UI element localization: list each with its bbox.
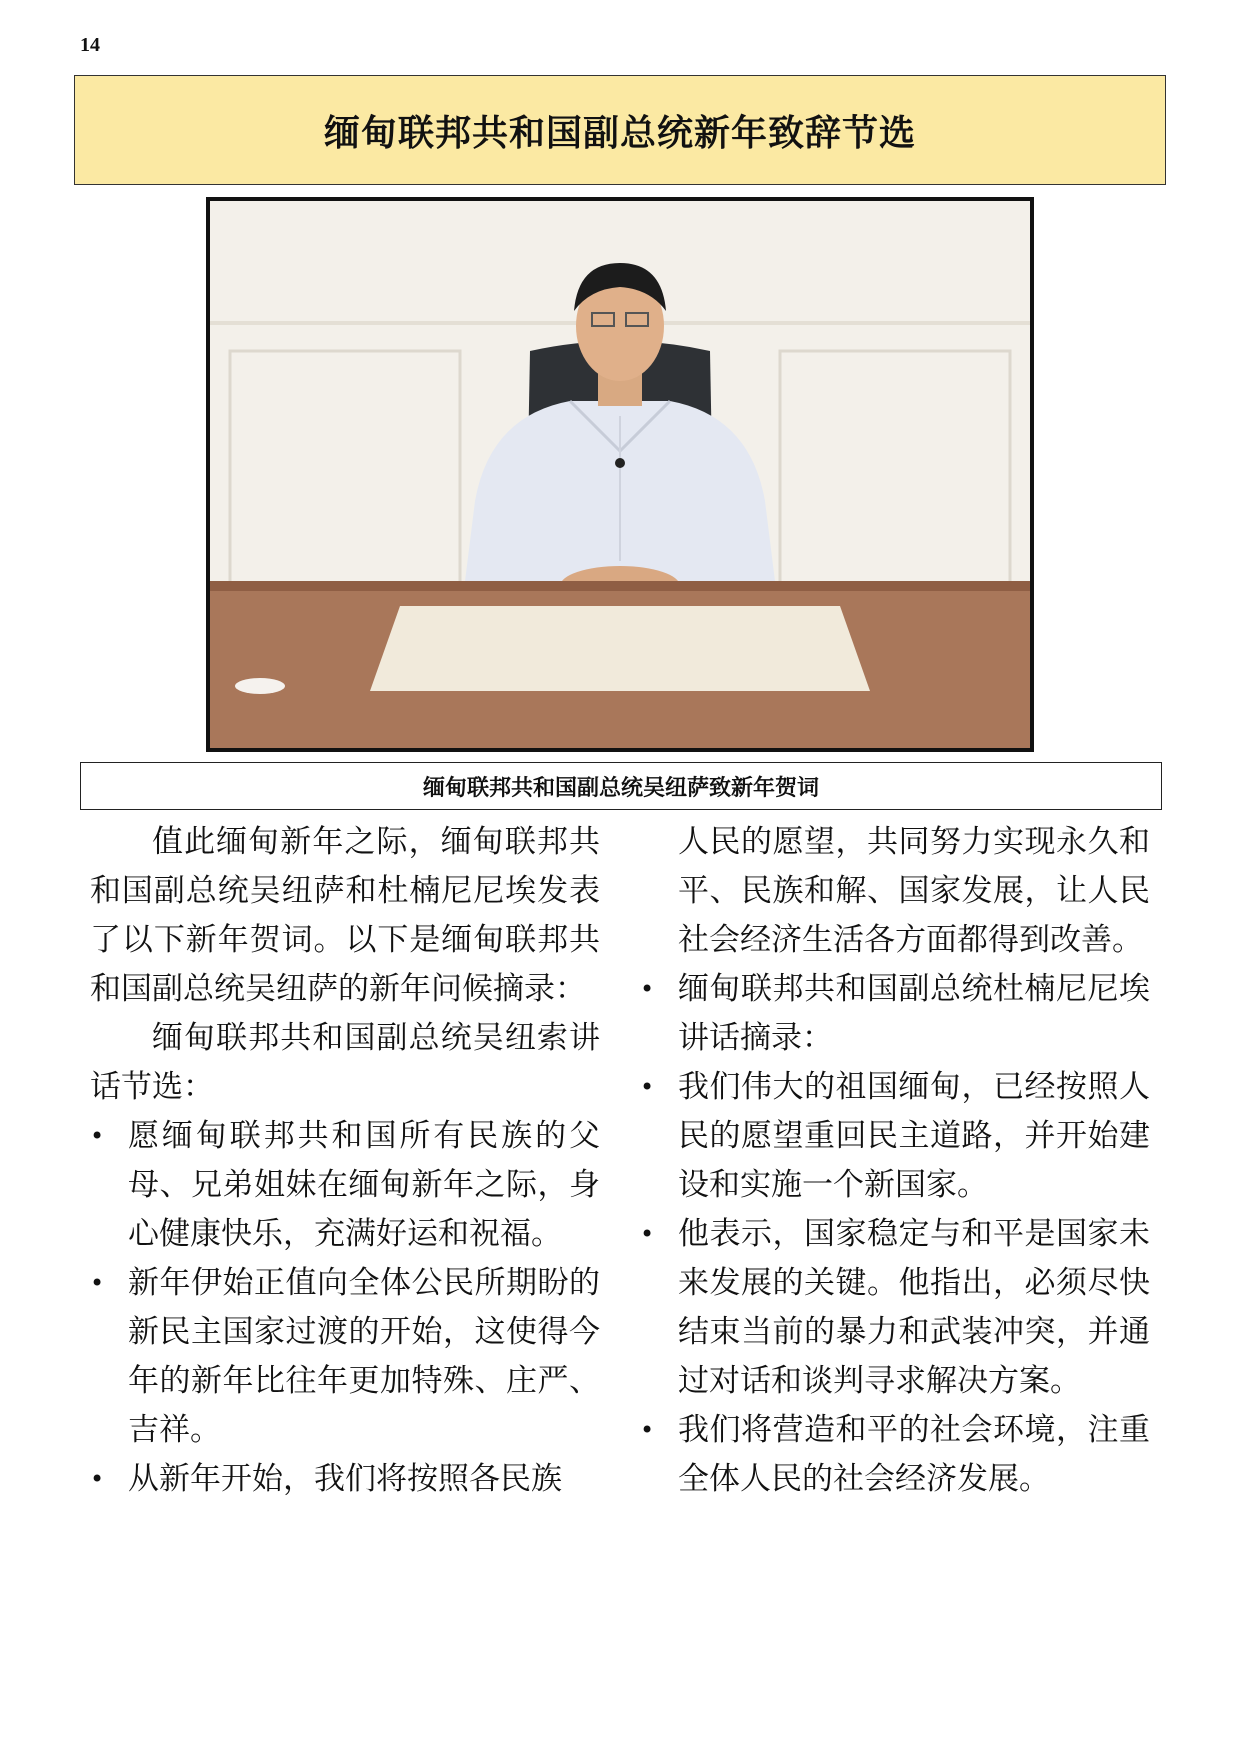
list-item: • 从新年开始，我们将按照各民族 bbox=[90, 1455, 600, 1504]
portrait-photo bbox=[206, 197, 1034, 752]
list-item: • 缅甸联邦共和国副总统杜楠尼尼埃讲话摘录： bbox=[640, 965, 1150, 1063]
intro-paragraph: 值此缅甸新年之际，缅甸联邦共和国副总统吴纽萨和杜楠尼尼埃发表了以下新年贺词。以下是缅甸联邦共和国副总统吴纽萨的新年问候摘录： bbox=[90, 824, 600, 1007]
list-item: • 我们伟大的祖国缅甸，已经按照人民的愿望重回民主道路，并开始建设和实施一个新国家。 bbox=[640, 1063, 1150, 1210]
left-column bbox=[90, 818, 600, 1504]
list-item: • 他表示，国家稳定与和平是国家未来发展的关键。他指出，必须尽快结束当前的暴力和武装冲突，并通过对话和谈判寻求解决方案。 bbox=[640, 1210, 1150, 1406]
left-bullet-list bbox=[90, 1112, 600, 1504]
excerpt-heading: 缅甸联邦共和国副总统吴纽索讲话节选： bbox=[90, 1020, 600, 1105]
continued-paragraph: 人民的愿望，共同努力实现永久和平、民族和解、国家发展，让人民社会经济生活各方面都得到改善。 bbox=[678, 824, 1150, 958]
title-banner bbox=[74, 75, 1166, 185]
right-column bbox=[640, 818, 1150, 1504]
right-bullet-list bbox=[640, 965, 1150, 1504]
page-title: 缅甸联邦共和国副总统新年致辞节选 bbox=[323, 112, 916, 154]
list-item: • 愿缅甸联邦共和国所有民族的父母、兄弟姐妹在缅甸新年之际，身心健康快乐，充满好运和祝福。 bbox=[90, 1112, 600, 1259]
photo-caption: 缅甸联邦共和国副总统吴纽萨致新年贺词 bbox=[422, 775, 819, 801]
portrait-photo-icon bbox=[210, 201, 1030, 748]
list-item: • 我们将营造和平的社会环境，注重全体人民的社会经济发展。 bbox=[640, 1406, 1150, 1504]
photo-caption-box bbox=[80, 762, 1162, 810]
page-number: 14 bbox=[80, 34, 100, 56]
list-item: • 新年伊始正值向全体公民所期盼的新民主国家过渡的开始，这使得今年的新年比往年更加特殊、庄严、吉祥。 bbox=[90, 1259, 600, 1455]
